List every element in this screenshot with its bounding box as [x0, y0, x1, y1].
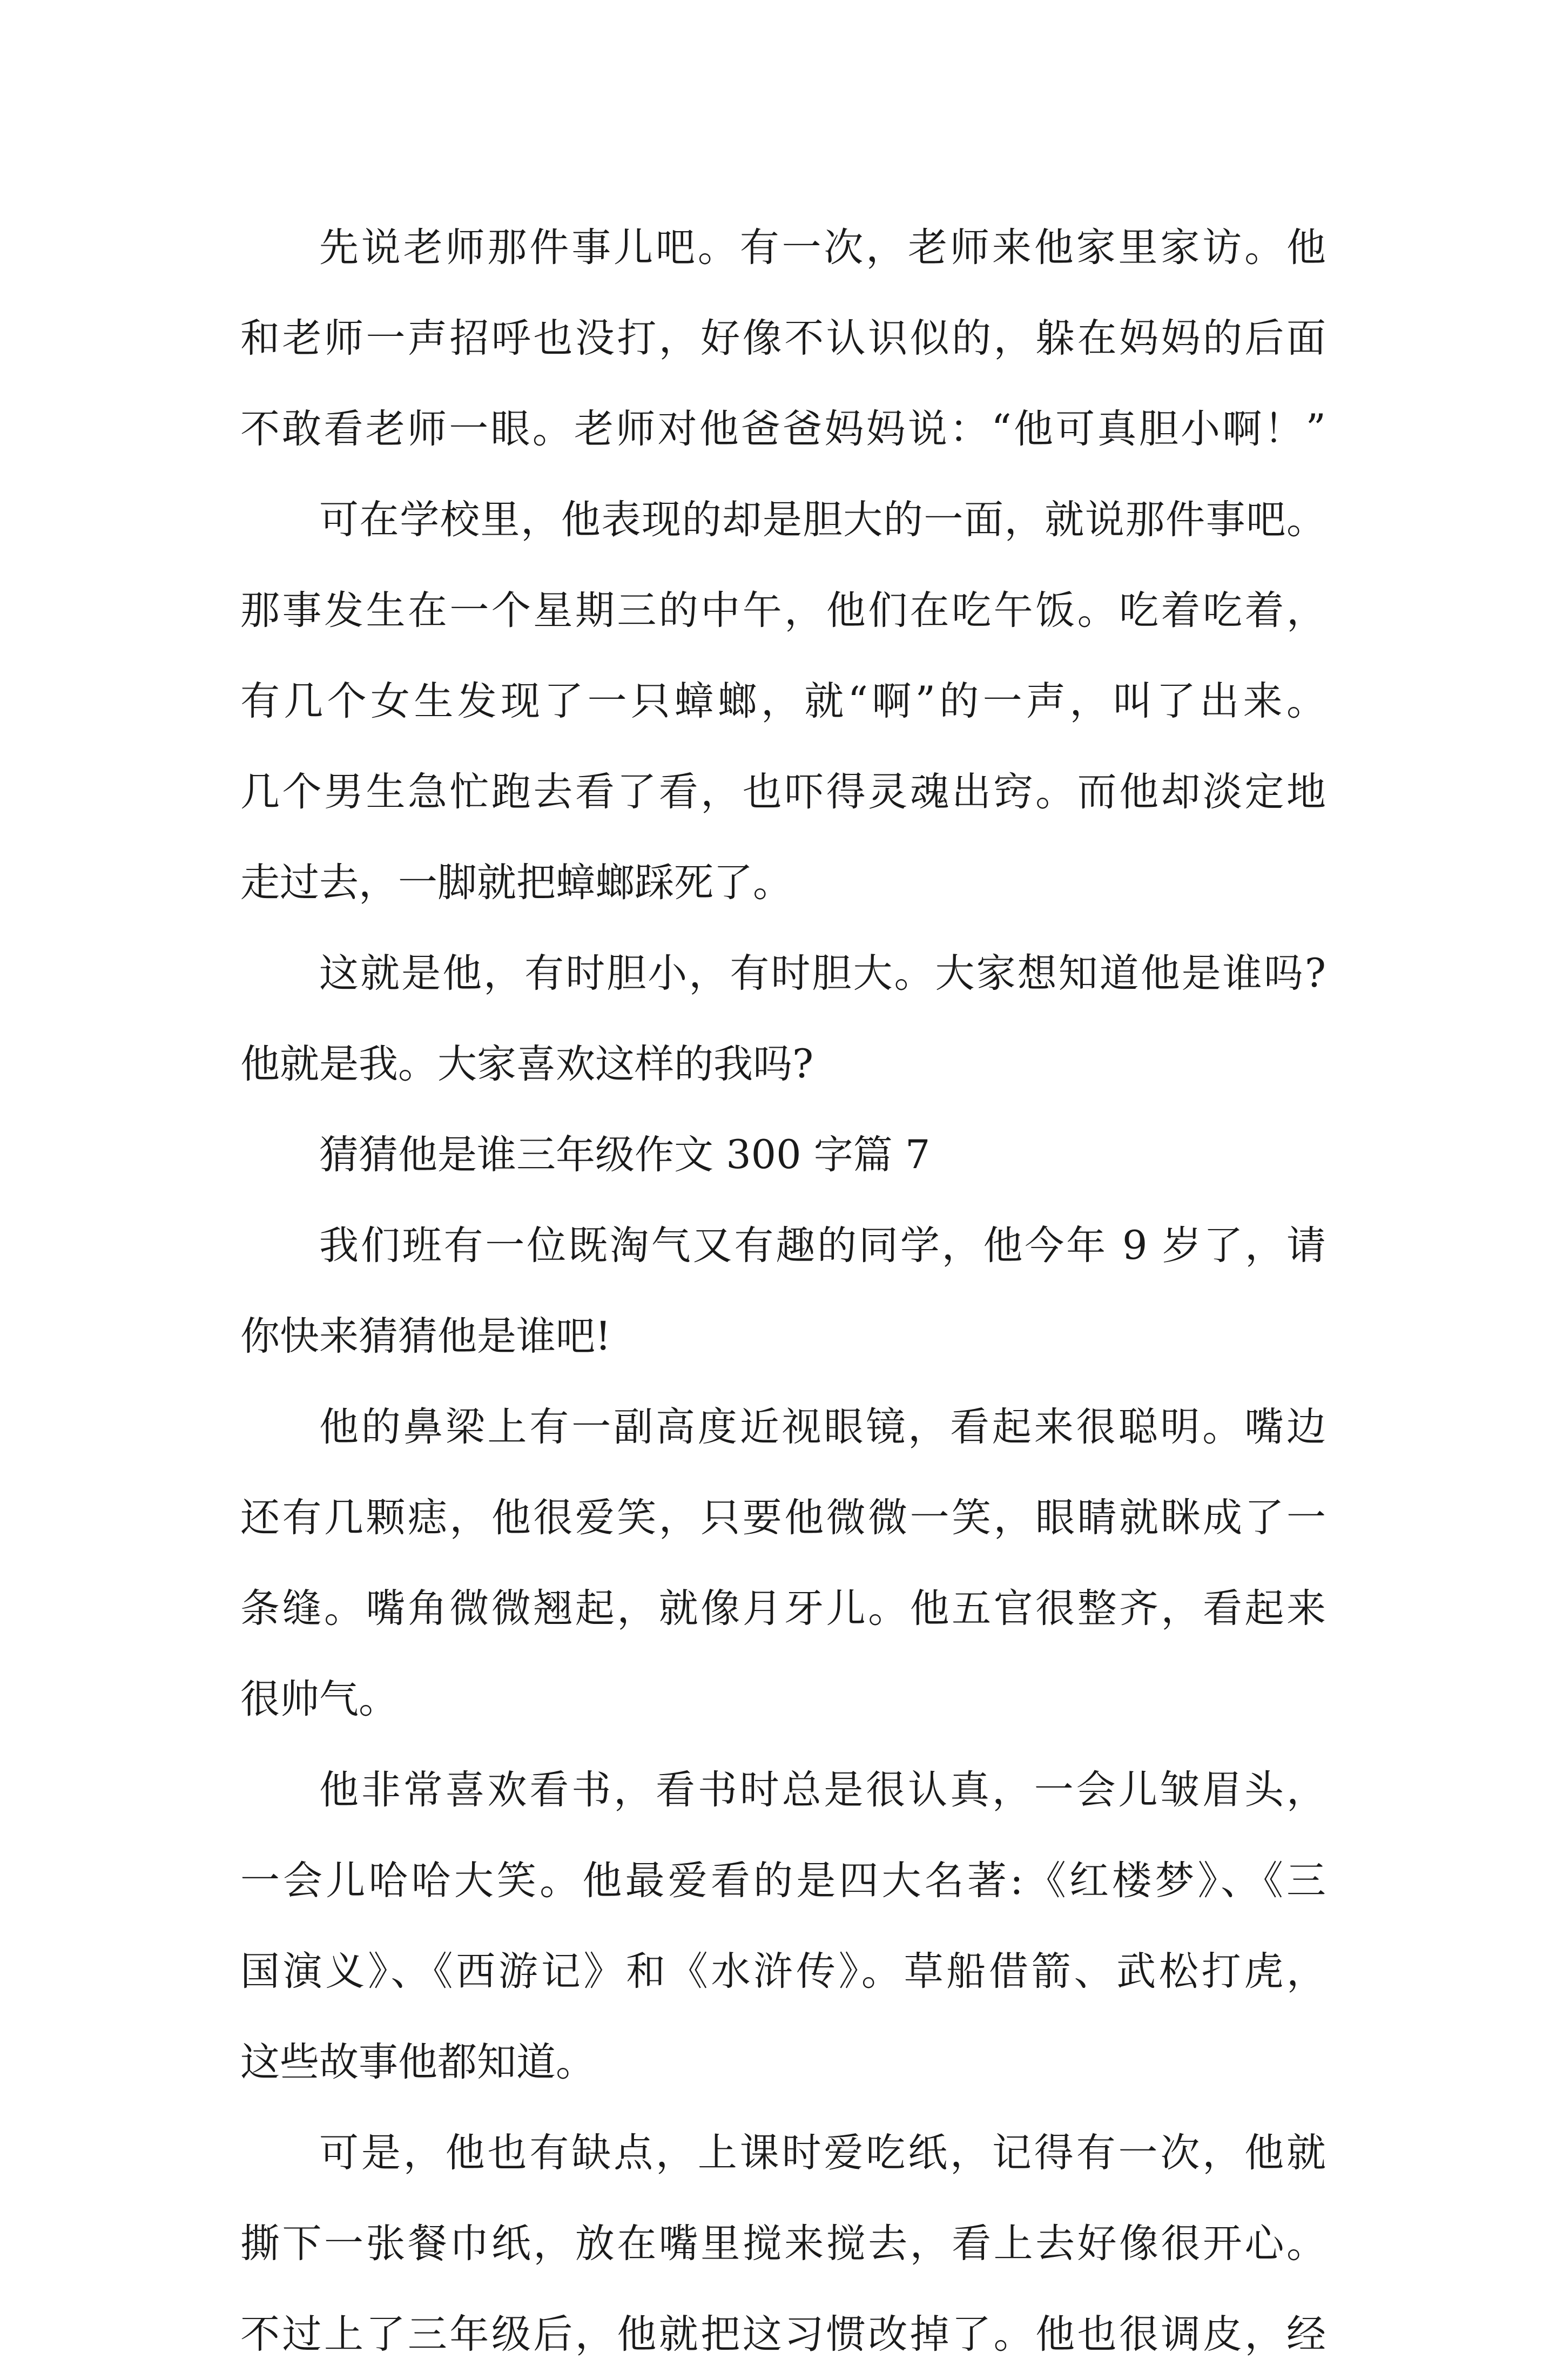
text-line: 他就是我。大家喜欢这样的我吗?	[240, 1041, 814, 1087]
text-line: 我们班有一位既淘气又有趣的同学，他今年 9 岁了，请	[319, 1223, 1326, 1269]
text-line: 国演义》、《西游记》和《水浒传》。草船借箭、武松打虎，	[240, 1949, 1326, 1994]
text-line: 先说老师那件事儿吧。有一次，老师来他家里家访。他	[319, 225, 1326, 271]
text-line: 他非常喜欢看书，看书时总是很认真，一会儿皱眉头，	[319, 1767, 1326, 1813]
text-line: 走过去，一脚就把蟑螂踩死了。	[240, 860, 792, 906]
text-line: 这些故事他都知道。	[240, 2039, 595, 2085]
text-line: 条缝。嘴角微微翘起，就像月牙儿。他五官很整齐，看起来	[240, 1586, 1326, 1631]
article-body	[240, 203, 1326, 2380]
text-line: 很帅气。	[240, 1676, 398, 1722]
text-line: 他的鼻梁上有一副高度近视眼镜，看起来很聪明。嘴边	[319, 1404, 1326, 1450]
section-heading: 猜猜他是谁三年级作文 300 字篇 7	[319, 1132, 931, 1178]
text-line: 一会儿哈哈大笑。他最爱看的是四大名著:《红楼梦》、《三	[240, 1858, 1326, 1904]
text-line: 几个男生急忙跑去看了看，也吓得灵魂出窍。而他却淡定地	[240, 769, 1326, 815]
text-line: 还有几颗痣，他很爱笑，只要他微微一笑，眼睛就眯成了一	[240, 1495, 1326, 1541]
text-line: 有几个女生发现了一只蟑螂，就“啊”的一声，叫了出来。	[240, 678, 1326, 724]
text-line: 不过上了三年级后，他就把这习惯改掉了。他也很调皮，经	[240, 2311, 1326, 2357]
text-line: 你快来猜猜他是谁吧!	[240, 1313, 611, 1359]
text-line: 撕下一张餐巾纸，放在嘴里搅来搅去，看上去好像很开心。	[240, 2221, 1326, 2267]
text-line: 那事发生在一个星期三的中午，他们在吃午饭。吃着吃着，	[240, 588, 1326, 633]
text-line: 可在学校里，他表现的却是胆大的一面，就说那件事吧。	[319, 497, 1326, 543]
text-line: 和老师一声招呼也没打，好像不认识似的，躲在妈妈的后面	[240, 315, 1326, 361]
text-line: 不敢看老师一眼。老师对他爸爸妈妈说：“他可真胆小啊！”	[240, 406, 1326, 452]
text-line: 可是，他也有缺点，上课时爱吃纸，记得有一次，他就	[319, 2130, 1326, 2176]
text-line: 这就是他，有时胆小，有时胆大。大家想知道他是谁吗?	[319, 950, 1326, 996]
